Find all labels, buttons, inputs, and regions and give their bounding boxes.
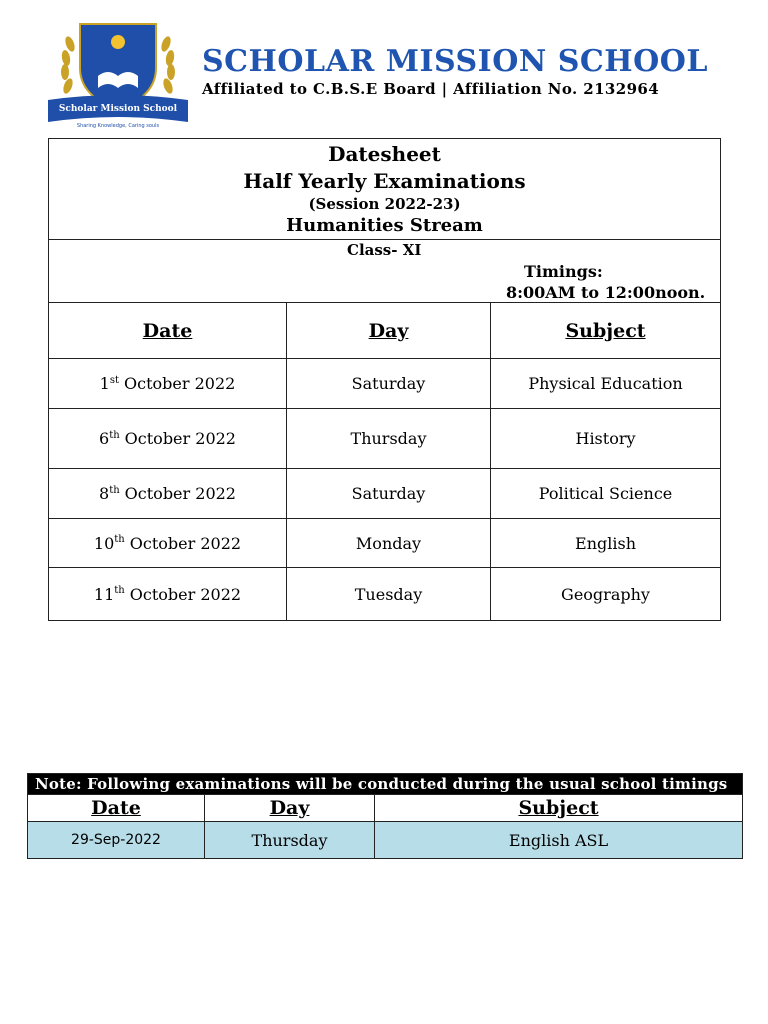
day-cell: Thursday bbox=[287, 409, 491, 469]
affiliation-line: Affiliated to C.B.S.E Board | Affiliation No. 2132964 bbox=[202, 80, 660, 98]
date-cell: 8th October 2022 bbox=[49, 469, 287, 519]
class-label: Class- XI bbox=[347, 241, 422, 259]
table-header-row bbox=[49, 303, 721, 359]
date-cell: 1st October 2022 bbox=[49, 359, 287, 409]
note-text: Note: Following examinations will be conducted during the usual school timings bbox=[28, 774, 743, 795]
day-cell: Tuesday bbox=[287, 568, 491, 621]
subject-cell: Geography bbox=[491, 568, 721, 621]
date-cell: 10th October 2022 bbox=[49, 519, 287, 568]
note-col-day-header: Day bbox=[205, 795, 375, 822]
class-timing-block bbox=[49, 240, 721, 303]
school-logo bbox=[46, 18, 190, 130]
day-cell: Saturday bbox=[287, 469, 491, 519]
note-date-cell: 29-Sep-2022 bbox=[28, 822, 205, 859]
datesheet-title: Datesheet bbox=[328, 142, 441, 166]
subject-cell: History bbox=[491, 409, 721, 469]
table-row bbox=[49, 519, 721, 568]
subject-cell: Physical Education bbox=[491, 359, 721, 409]
col-day-header: Day bbox=[287, 303, 491, 359]
table-row bbox=[49, 359, 721, 409]
logo-motto: Sharing Knowledge, Caring souls bbox=[76, 123, 160, 129]
title-block bbox=[49, 139, 721, 240]
subject-cell: English bbox=[491, 519, 721, 568]
note-table bbox=[27, 773, 743, 859]
note-day-cell: Thursday bbox=[205, 822, 375, 859]
table-row bbox=[28, 822, 743, 859]
stream-label: Humanities Stream bbox=[286, 215, 483, 236]
date-cell: 6th October 2022 bbox=[49, 409, 287, 469]
subject-cell: Political Science bbox=[491, 469, 721, 519]
laurel-left-icon bbox=[61, 35, 77, 95]
note-header-row bbox=[28, 795, 743, 822]
day-cell: Saturday bbox=[287, 359, 491, 409]
table-row bbox=[49, 568, 721, 621]
date-cell: 11th October 2022 bbox=[49, 568, 287, 621]
note-col-subject-header: Subject bbox=[375, 795, 743, 822]
timings-value: 8:00AM to 12:00noon. bbox=[506, 283, 706, 302]
table-row bbox=[49, 409, 721, 469]
day-cell: Monday bbox=[287, 519, 491, 568]
exam-title: Half Yearly Examinations bbox=[243, 169, 526, 193]
col-date-header: Date bbox=[49, 303, 287, 359]
laurel-right-icon bbox=[160, 35, 176, 95]
timings-label: Timings: bbox=[524, 262, 603, 281]
col-subject-header: Subject bbox=[491, 303, 721, 359]
table-row bbox=[49, 469, 721, 519]
session-label: (Session 2022-23) bbox=[308, 195, 461, 213]
school-name: SCHOLAR MISSION SCHOOL bbox=[202, 44, 708, 79]
note-subject-cell: English ASL bbox=[375, 822, 743, 859]
note-col-date-header: Date bbox=[28, 795, 205, 822]
datesheet-table bbox=[48, 138, 721, 621]
logo-text: Scholar Mission School bbox=[58, 104, 178, 114]
sun-icon bbox=[111, 35, 125, 49]
